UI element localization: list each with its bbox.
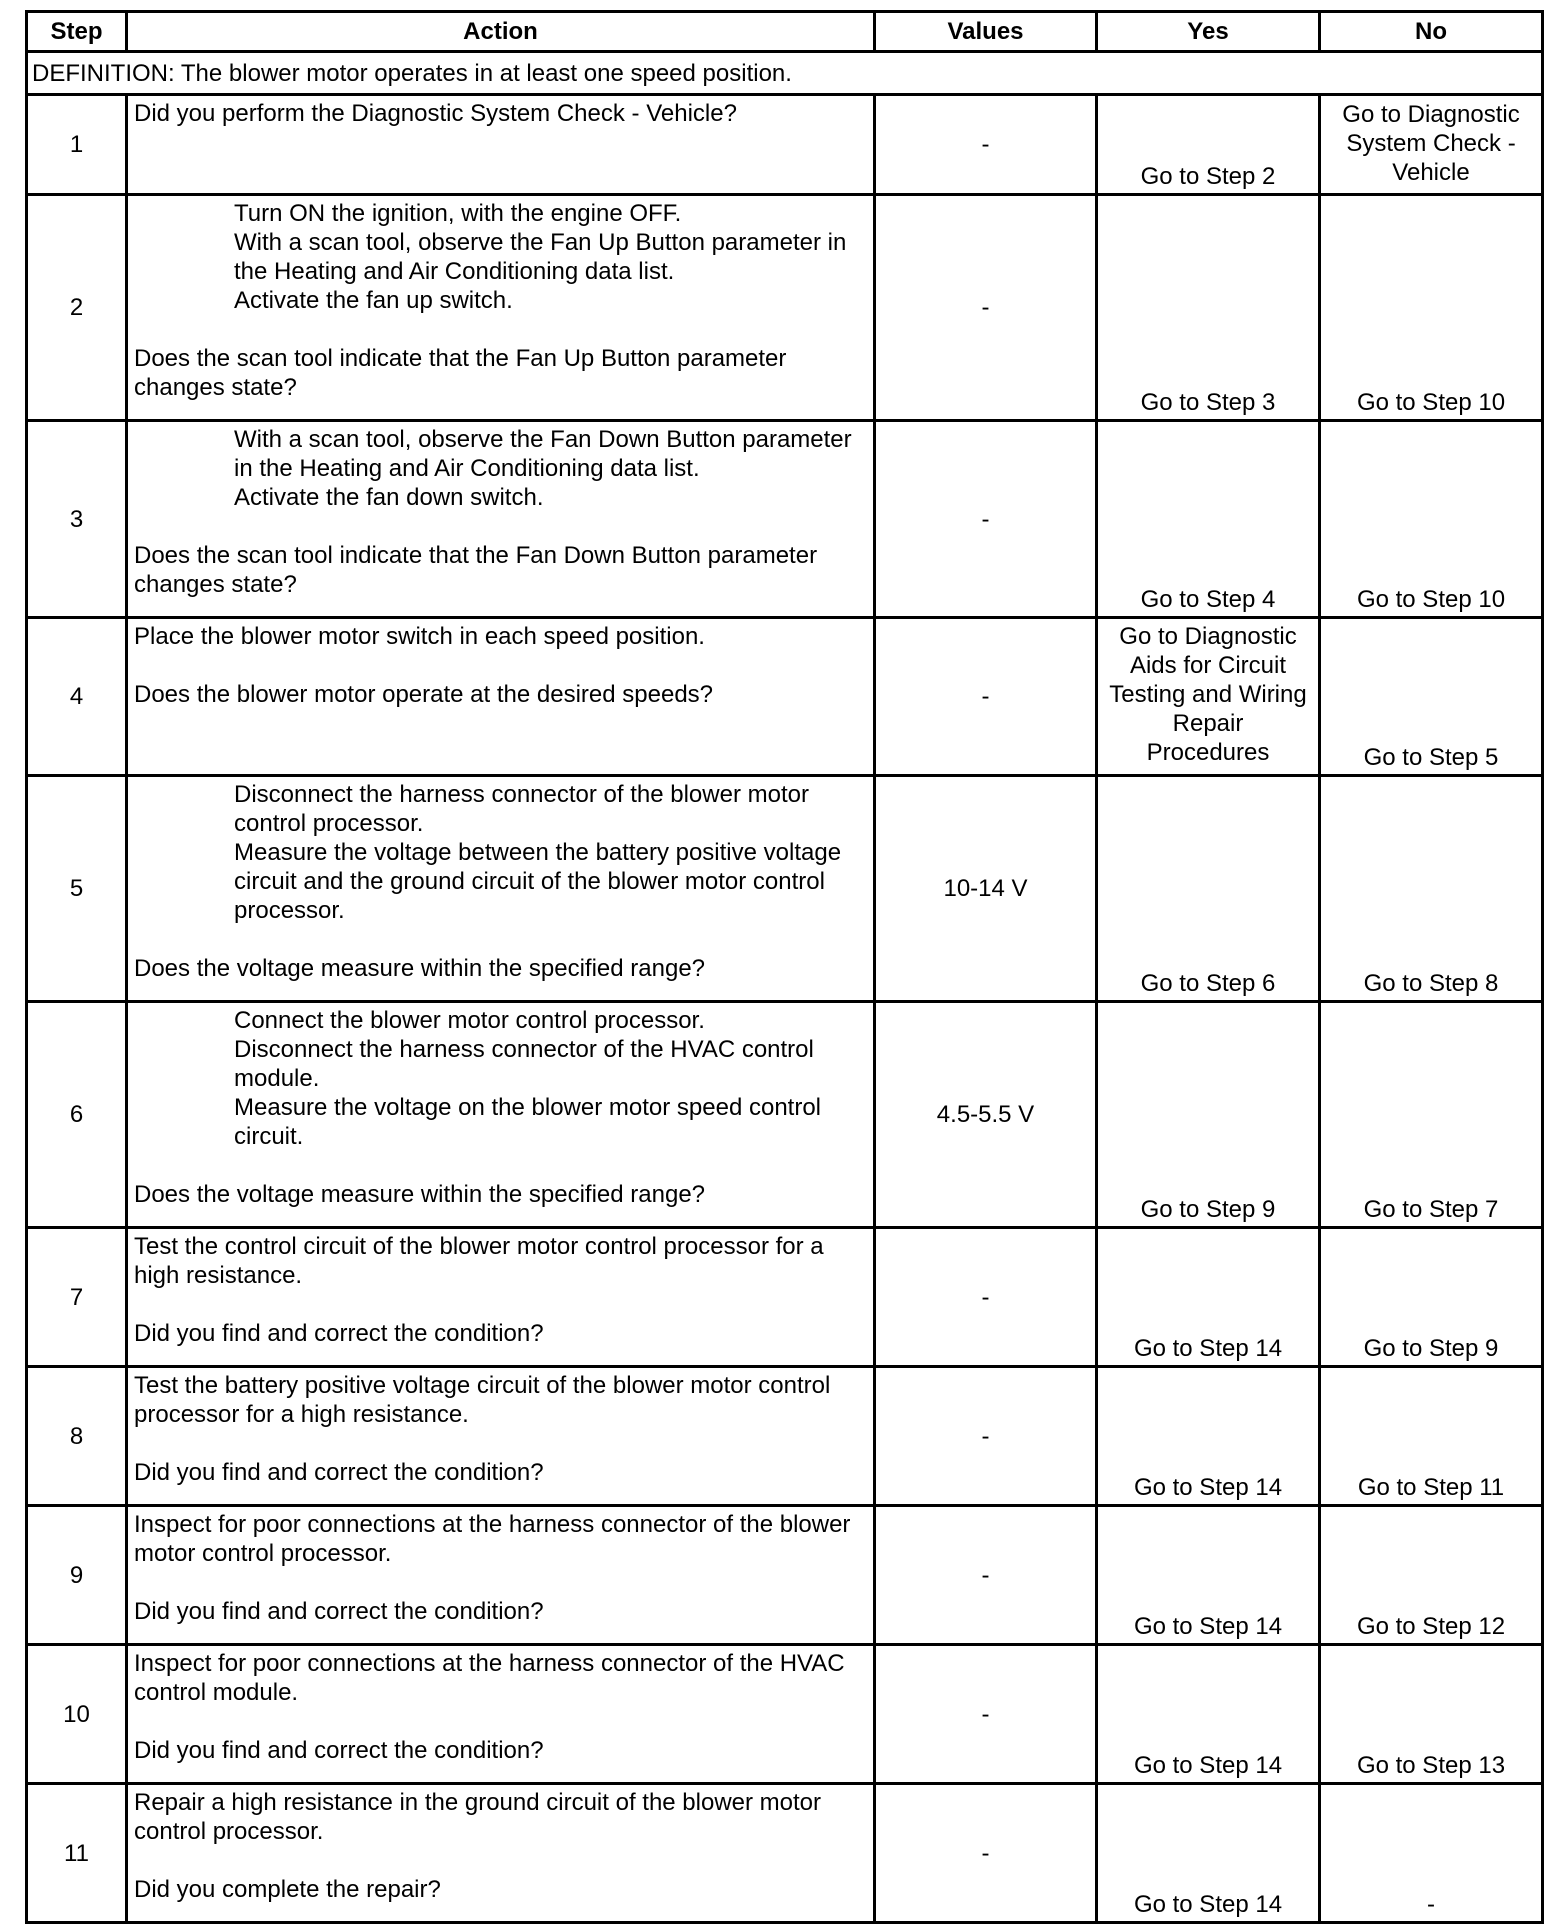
spacer <box>134 925 867 954</box>
action-instruction: Place the blower motor switch in each speed position. <box>134 623 705 650</box>
header-row <box>27 12 1543 52</box>
definition-row <box>27 52 1543 95</box>
no-cell: - <box>1320 1784 1543 1923</box>
step-number: 6 <box>27 1002 127 1228</box>
yes-cell: Go to Step 14 <box>1097 1228 1320 1367</box>
values-cell: - <box>875 1367 1097 1506</box>
spacer <box>134 1429 867 1458</box>
action-cell <box>127 1002 875 1228</box>
step-number: 2 <box>27 195 127 421</box>
yes-cell: Go to Step 14 <box>1097 1645 1320 1784</box>
table-row <box>27 1645 1543 1784</box>
values-cell: 10-14 V <box>875 776 1097 1002</box>
action-instruction: Test the control circuit of the blower motor control processor for a high resistance. <box>134 1233 824 1289</box>
yes-cell: Go to Diagnostic Aids for Circuit Testing and Wiring Repair Procedures <box>1097 618 1320 776</box>
spacer <box>134 1846 867 1875</box>
action-instruction: With a scan tool, observe the Fan Up Button parameter in the Heating and Air Conditioning data list. <box>234 229 847 285</box>
values-cell: 4.5-5.5 V <box>875 1002 1097 1228</box>
action-question: Did you find and correct the condition? <box>134 1459 544 1486</box>
action-question: Does the scan tool indicate that the Fan Up Button parameter changes state? <box>134 345 787 401</box>
table-row <box>27 195 1543 421</box>
header-action: Action <box>127 12 875 52</box>
table-row <box>27 1506 1543 1645</box>
action-question: Did you find and correct the condition? <box>134 1737 544 1764</box>
action-instruction: Measure the voltage between the battery positive voltage circuit and the ground circuit of the blower motor control processor. <box>234 839 842 924</box>
action-question: Did you find and correct the condition? <box>134 1598 544 1625</box>
step-number: 3 <box>27 421 127 618</box>
values-cell: - <box>875 195 1097 421</box>
table-row <box>27 1002 1543 1228</box>
action-instruction: With a scan tool, observe the Fan Down Button parameter in the Heating and Air Conditioning data list. <box>234 426 852 482</box>
action-instruction: Activate the fan up switch. <box>234 287 513 314</box>
spacer <box>134 1290 867 1319</box>
action-instruction: Activate the fan down switch. <box>234 484 544 511</box>
yes-cell: Go to Step 2 <box>1097 95 1320 195</box>
action-instruction: Repair a high resistance in the ground circuit of the blower motor control processor. <box>134 1789 822 1845</box>
step-number: 7 <box>27 1228 127 1367</box>
no-cell: Go to Step 9 <box>1320 1228 1543 1367</box>
action-cell <box>127 195 875 421</box>
action-instruction: Disconnect the harness connector of the blower motor control processor. <box>234 781 809 837</box>
table-row <box>27 1367 1543 1506</box>
diagnostic-table <box>25 10 1544 1924</box>
values-cell: - <box>875 421 1097 618</box>
step-number: 11 <box>27 1784 127 1923</box>
values-cell: - <box>875 95 1097 195</box>
action-cell <box>127 1367 875 1506</box>
header-step: Step <box>27 12 127 52</box>
action-instruction: Test the battery positive voltage circuit of the blower motor control processor for a high resistance. <box>134 1372 831 1428</box>
no-cell: Go to Step 10 <box>1320 195 1543 421</box>
action-question: Does the blower motor operate at the desired speeds? <box>134 681 714 708</box>
action-instruction: Inspect for poor connections at the harness connector of the blower motor control processor. <box>134 1511 851 1567</box>
action-cell <box>127 776 875 1002</box>
spacer <box>134 512 867 541</box>
no-cell: Go to Step 10 <box>1320 421 1543 618</box>
spacer <box>134 1151 867 1180</box>
action-cell <box>127 618 875 776</box>
action-question: Did you complete the repair? <box>134 1876 441 1903</box>
action-cell <box>127 1645 875 1784</box>
action-instruction: Inspect for poor connections at the harness connector of the HVAC control module. <box>134 1650 845 1706</box>
step-number: 8 <box>27 1367 127 1506</box>
action-instruction: Measure the voltage on the blower motor speed control circuit. <box>234 1094 822 1150</box>
no-cell: Go to Step 8 <box>1320 776 1543 1002</box>
action-cell <box>127 1228 875 1367</box>
action-cell <box>127 421 875 618</box>
action-cell <box>127 1506 875 1645</box>
spacer <box>134 1707 867 1736</box>
header-values: Values <box>875 12 1097 52</box>
action-question: Did you perform the Diagnostic System Check - Vehicle? <box>134 100 737 127</box>
values-cell: - <box>875 1784 1097 1923</box>
no-cell: Go to Step 13 <box>1320 1645 1543 1784</box>
yes-cell: Go to Step 3 <box>1097 195 1320 421</box>
action-instruction: Turn ON the ignition, with the engine OFF. <box>234 200 682 227</box>
values-cell: - <box>875 1228 1097 1367</box>
values-cell: - <box>875 1645 1097 1784</box>
yes-cell: Go to Step 14 <box>1097 1784 1320 1923</box>
definition-text: DEFINITION: The blower motor operates in at least one speed position. <box>27 52 1543 95</box>
action-cell <box>127 1784 875 1923</box>
yes-cell: Go to Step 6 <box>1097 776 1320 1002</box>
yes-cell: Go to Step 14 <box>1097 1367 1320 1506</box>
table-row <box>27 421 1543 618</box>
action-cell <box>127 95 875 195</box>
values-cell: - <box>875 618 1097 776</box>
yes-cell: Go to Step 4 <box>1097 421 1320 618</box>
action-question: Did you find and correct the condition? <box>134 1320 544 1347</box>
action-question: Does the voltage measure within the specified range? <box>134 1181 706 1208</box>
header-yes: Yes <box>1097 12 1320 52</box>
action-instruction: Disconnect the harness connector of the HVAC control module. <box>234 1036 814 1092</box>
no-cell: Go to Step 12 <box>1320 1506 1543 1645</box>
action-question: Does the voltage measure within the specified range? <box>134 955 706 982</box>
table-row <box>27 1784 1543 1923</box>
step-number: 9 <box>27 1506 127 1645</box>
step-number: 10 <box>27 1645 127 1784</box>
spacer <box>134 315 867 344</box>
yes-cell: Go to Step 9 <box>1097 1002 1320 1228</box>
yes-cell: Go to Step 14 <box>1097 1506 1320 1645</box>
spacer <box>134 651 867 680</box>
header-no: No <box>1320 12 1543 52</box>
step-number: 5 <box>27 776 127 1002</box>
action-instruction: Connect the blower motor control processor. <box>234 1007 705 1034</box>
step-number: 1 <box>27 95 127 195</box>
step-number: 4 <box>27 618 127 776</box>
table-row <box>27 1228 1543 1367</box>
no-cell: Go to Step 11 <box>1320 1367 1543 1506</box>
no-cell: Go to Step 7 <box>1320 1002 1543 1228</box>
no-cell: Go to Diagnostic System Check - Vehicle <box>1320 95 1543 195</box>
action-question: Does the scan tool indicate that the Fan Down Button parameter changes state? <box>134 542 818 598</box>
values-cell: - <box>875 1506 1097 1645</box>
table-row <box>27 776 1543 1002</box>
table-row <box>27 618 1543 776</box>
spacer <box>134 1568 867 1597</box>
no-cell: Go to Step 5 <box>1320 618 1543 776</box>
table-row <box>27 95 1543 195</box>
